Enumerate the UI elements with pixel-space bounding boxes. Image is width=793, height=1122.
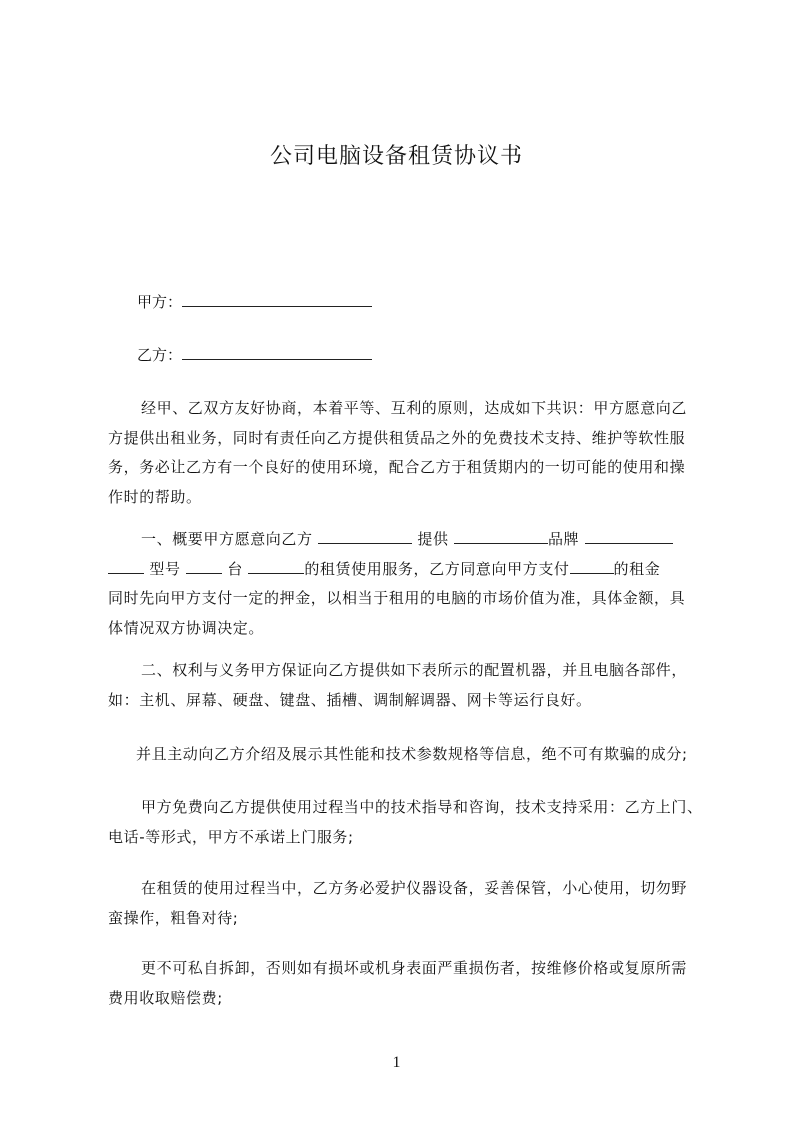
brand-blank-continued[interactable] — [108, 559, 144, 574]
party-b-label: 乙方： — [137, 346, 183, 364]
intro-line: 方提供出租业务，同时有责任向乙方提供租赁品之外的免费技术支持、维护等软性服 — [108, 428, 686, 447]
care-paragraph — [108, 874, 702, 933]
section-1-text: 同时先向甲方支付一定的押金，以相当于租用的电脑的市场价值为准，具体金额，具 — [108, 589, 686, 607]
model-blank[interactable] — [186, 559, 222, 574]
support-line: 电话-等形式，甲方不承诺上门服务; — [108, 827, 354, 846]
section-1-summary — [108, 525, 702, 643]
party-a-line — [137, 291, 372, 313]
intro-line: 作时的帮助。 — [108, 487, 202, 506]
demo-line: 并且主动向乙方介绍及展示其性能和技术参数规格等信息，绝不可有欺骗的成分; — [136, 745, 688, 763]
section-1-text: 体情况双方协调决定。 — [108, 618, 265, 637]
rent-blank[interactable] — [570, 559, 614, 574]
section-1-text: 提供 — [417, 530, 449, 548]
damage-line: 费用收取赔偿费; — [108, 988, 223, 1007]
lessee-blank[interactable] — [318, 529, 412, 544]
demo-paragraph — [136, 740, 730, 770]
intro-line: 务，务必让乙方有一个良好的使用环境，配合乙方于租赁期内的一切可能的使用和操 — [108, 458, 686, 476]
party-b-blank[interactable] — [182, 344, 372, 360]
party-a-blank[interactable] — [182, 291, 372, 307]
section-1-text: 的租金 — [613, 559, 661, 578]
section-1-text: 品牌 — [547, 530, 580, 548]
damage-paragraph — [108, 954, 702, 1013]
support-paragraph — [108, 793, 702, 852]
brand-blank[interactable] — [585, 529, 673, 544]
page-number: 1 — [392, 1054, 401, 1071]
section-2-line: 二、权利与义务甲方保证向乙方提供如下表所示的配置机器，并且电脑各部件， — [141, 661, 688, 679]
quantity-blank[interactable] — [248, 559, 304, 574]
party-b-line — [137, 344, 372, 366]
support-line: 甲方免费向乙方提供使用过程当中的技术指导和咨询，技术支持采用：乙方上门、 — [141, 798, 703, 816]
care-line: 蛮操作，粗鲁对待; — [108, 908, 239, 927]
party-a-label: 甲方： — [137, 293, 183, 311]
section-1-text: 台 — [227, 559, 243, 578]
section-2-rights — [108, 656, 702, 715]
section-2-line: 如：主机、屏幕、硬盘、键盘、插槽、调制解调器、网卡等运行良好。 — [108, 690, 592, 709]
damage-line: 更不可私自拆卸，否则如有损坏或机身表面严重损伤者，按维修价格或复原所需 — [141, 959, 688, 977]
intro-line: 经甲、乙双方友好协商，本着平等、互利的原则，达成如下共识：甲方愿意向乙 — [141, 399, 688, 417]
section-1-text: 型号 — [149, 559, 181, 578]
equipment-blank[interactable] — [454, 529, 548, 544]
document-title: 公司电脑设备租赁协议书 — [269, 144, 523, 169]
intro-paragraph — [108, 394, 702, 512]
section-1-text: 的租赁使用服务，乙方同意向甲方支付 — [304, 559, 570, 578]
section-1-text: 一、概要甲方愿意向乙方 — [141, 530, 313, 548]
care-line: 在租赁的使用过程当中，乙方务必爱护仪器设备，妥善保管，小心使用，切勿野 — [141, 879, 688, 897]
